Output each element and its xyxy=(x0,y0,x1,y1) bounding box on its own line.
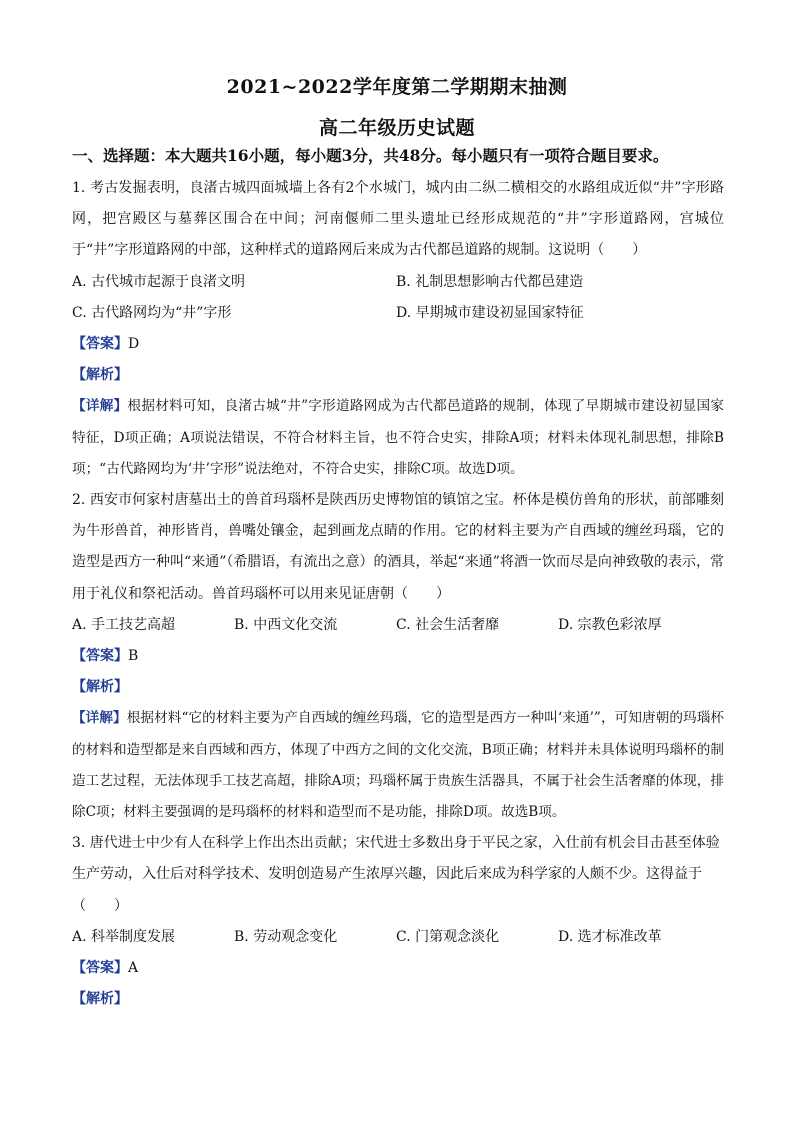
question-3-answer xyxy=(72,953,724,984)
question-1-option-b: B. 礼制思想影响古代都邑建造 xyxy=(396,273,584,290)
question-1-options-row-1 xyxy=(72,267,724,298)
detail-tag: 【详解】 xyxy=(72,710,127,727)
detail-tag: 【详解】 xyxy=(72,398,128,415)
question-1-options-row-2 xyxy=(72,298,724,329)
analysis-tag: 【解析】 xyxy=(72,679,128,696)
question-3-stem-line-1: 3. 唐代进士中少有人在科学上作出杰出贡献；宋代进士多数出身于平民之家，入仕前有机会目击甚至体验 xyxy=(72,835,720,852)
question-1-option-d: D. 早期城市建设初显国家特征 xyxy=(396,304,584,321)
detail-text: 根据材料可知，良渚古城“井”字形道路网成为古代都邑道路的规制，体现了早期城市建设初显国家特征，D项正确；A项说法错误，不符合材料主旨，也不符合史实，排除A项；材料未体现礼制思想，排除B项；“古代路网均为‘井’字形”说法绝对，不符合史实，排除C项。故选D项。 xyxy=(72,398,724,477)
question-1-option-c: C. 古代路网均为“井”字形 xyxy=(72,304,232,321)
question-1-option-a: A. 古代城市起源于良渚文明 xyxy=(72,273,246,290)
question-3-stem-line-3: （ ） xyxy=(72,897,128,914)
question-3-option-b: B. 劳动观念变化 xyxy=(234,928,338,945)
question-2-answer xyxy=(72,641,724,672)
answer-value: D xyxy=(128,335,140,352)
question-1-answer xyxy=(72,329,724,360)
analysis-tag: 【解析】 xyxy=(72,991,128,1008)
question-3-option-a: A. 科举制度发展 xyxy=(72,928,176,945)
question-2-option-a: A. 手工技艺高超 xyxy=(72,616,176,633)
question-2-option-b: B. 中西文化交流 xyxy=(234,616,338,633)
analysis-tag: 【解析】 xyxy=(72,367,128,384)
answer-tag: 【答案】 xyxy=(72,335,128,352)
question-2-option-c: C. 社会生活奢靡 xyxy=(396,616,500,633)
exam-title: 2021~2022学年度第二学期期末抽测 xyxy=(226,76,568,98)
question-2-option-d: D. 宗教色彩浓厚 xyxy=(558,616,662,633)
question-1-detail xyxy=(72,391,724,485)
question-2-detail xyxy=(72,703,724,828)
question-3-option-d: D. 选才标准改革 xyxy=(558,928,662,945)
answer-value: B xyxy=(128,647,139,664)
question-1-stem: 1. 考古发掘表明，良渚古城四面城墙上各有2个水城门，城内由二纵二横相交的水路组成近似“井”字形路网，把宫殿区与墓葬区围合在中间；河南偃师二里头遗址已经形成规范的“井”字形道路网，宫城位于“井”字形道路网的中部，这种样式的道路网后来成为古代都邑道路的规制。这说明（ ） xyxy=(72,180,724,259)
question-3-option-c: C. 门第观念淡化 xyxy=(396,928,500,945)
detail-text: 根据材料“它的材料主要为产自西域的缠丝玛瑙，它的造型是西方一种叫‘来通’”，可知唐朝的玛瑙杯的材料和造型都是来自西域和西方，体现了中西方之间的文化交流，B项正确；材料并未具体说明玛瑙杯的制造工艺过程，无法体现手工技艺高超，排除A项；玛瑙杯属于贵族生活器具，不属于社会生活奢靡的体现，排除C项；材料主要强调的是玛瑙杯的材料和造型而不是功能，排除D项。故选B项。 xyxy=(72,710,725,820)
question-3-options xyxy=(72,922,724,953)
question-2-analysis xyxy=(72,672,724,703)
section-heading: 一、选择题：本大题共16小题，每小题3分，共48分。每小题只有一项符合题目要求。 xyxy=(72,146,669,165)
question-3-stem-line-2: 生产劳动，入仕后对科学技术、发明创造易产生浓厚兴趣，因此后来成为科学家的人颇不少。这得益于 xyxy=(72,866,702,883)
answer-tag: 【答案】 xyxy=(72,959,128,976)
question-2-stem: 2. 西安市何家村唐墓出土的兽首玛瑙杯是陕西历史博物馆的镇馆之宝。杯体是模仿兽角的形状，前部雕刻为牛形兽首，神形皆肖，兽嘴处镶金，起到画龙点睛的作用。它的材料主要为产自西域的缠丝玛瑙，它的造型是西方一种叫“来通”（希腊语，有流出之意）的酒具，举起“来通”将酒一饮而尽是向神致敬的表示，常用于礼仪和祭祀活动。兽首玛瑙杯可以用来见证唐朝（ ） xyxy=(72,491,724,602)
question-3-analysis xyxy=(72,984,724,1015)
answer-tag: 【答案】 xyxy=(72,647,128,664)
exam-subtitle: 高二年级历史试题 xyxy=(318,117,475,139)
question-1-analysis xyxy=(72,360,724,391)
answer-value: A xyxy=(128,959,139,976)
question-2-options xyxy=(72,610,724,641)
questions-content xyxy=(72,173,724,1015)
